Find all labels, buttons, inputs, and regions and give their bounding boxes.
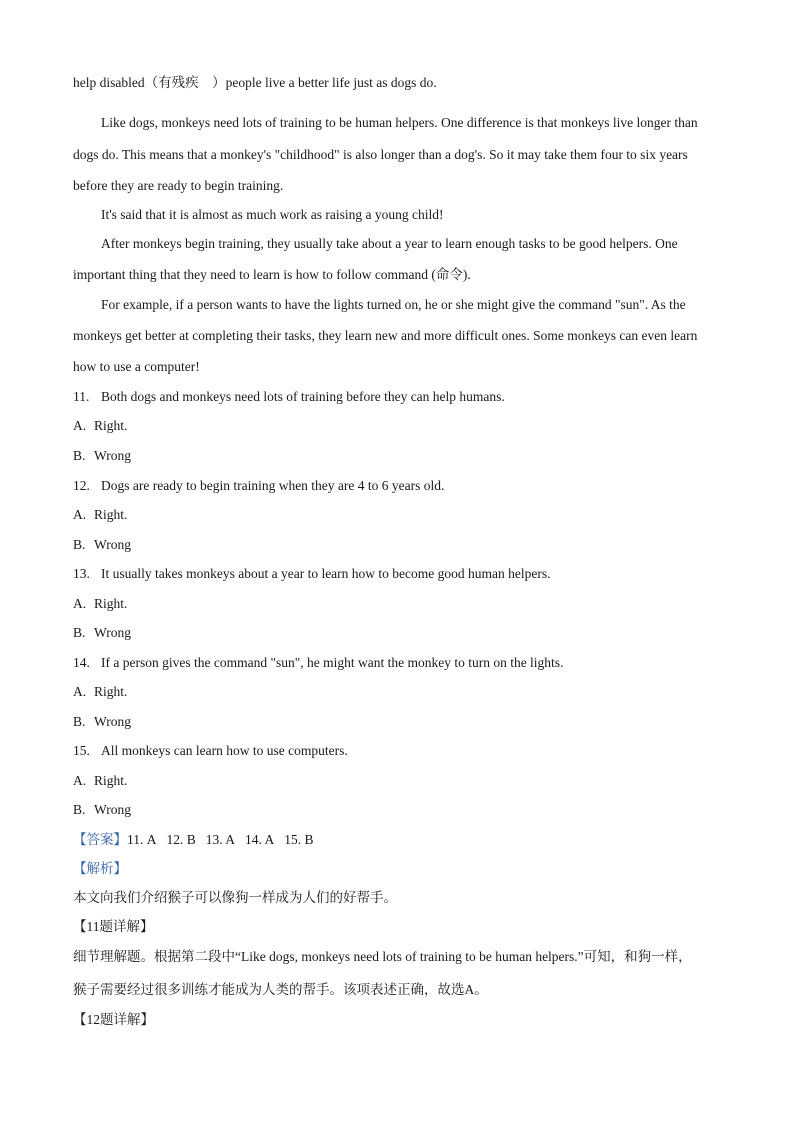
option-label: A. [73, 596, 87, 611]
option-label: B. [73, 625, 86, 640]
option-a [73, 594, 740, 614]
passage-line: monkeys get better at completing their tasks, they learn new and more difficult ones. Some monkeys can even learn [73, 328, 698, 343]
option-label: A. [73, 684, 87, 699]
option-text: Wrong [94, 802, 131, 817]
option-b [73, 535, 740, 555]
option-label: A. [73, 773, 87, 788]
option-text: Wrong [94, 625, 131, 640]
option-label: B. [73, 448, 86, 463]
option-text: Right. [94, 507, 128, 522]
question-11 [73, 387, 740, 407]
passage-line: For example, if a person wants to have the lights turned on, he or she might give the command "sun". As the [101, 297, 686, 312]
passage-line: important thing that they need to learn is how to follow command (命令). [73, 267, 471, 282]
option-b [73, 800, 740, 820]
answer-item: 15. B [284, 832, 314, 847]
analysis-tag: 【解析】 [73, 861, 127, 876]
answer-item: 12. B [166, 832, 196, 847]
option-text: Right. [94, 596, 128, 611]
answer-line [73, 830, 740, 850]
question-text: All monkeys can learn how to use computers. [101, 743, 348, 758]
option-text: Wrong [94, 537, 131, 552]
answer-tag: 【答案】 [73, 832, 127, 847]
passage-line: before they are ready to begin training. [73, 178, 284, 193]
passage-line: dogs do. This means that a monkey's "childhood" is also longer than a dog's. So it may take them four to six years [73, 147, 688, 162]
question-number: 15. [73, 743, 90, 758]
option-label: A. [73, 418, 87, 433]
question-14 [73, 653, 740, 673]
q12-detail-tag: 【12题详解】 [73, 1012, 154, 1027]
option-text: Right. [94, 773, 128, 788]
passage-line: help disabled（有残疾 ）people live a better life just as dogs do. [73, 75, 437, 90]
question-13 [73, 564, 740, 584]
option-b [73, 623, 740, 643]
option-a [73, 416, 740, 436]
option-a [73, 682, 740, 702]
option-text: Wrong [94, 714, 131, 729]
q11-detail-line: 猴子需要经过很多训练才能成为人类的帮手。该项表述正确，故选A。 [73, 982, 488, 997]
answer-item: 11. A [127, 832, 157, 847]
question-text: Both dogs and monkeys need lots of training before they can help humans. [101, 389, 505, 404]
analysis-summary: 本文向我们介绍猴子可以像狗一样成为人们的好帮手。 [73, 890, 397, 905]
question-12 [73, 476, 740, 496]
option-b [73, 446, 740, 466]
answer-item: 14. A [245, 832, 275, 847]
question-text: If a person gives the command "sun", he might want the monkey to turn on the lights. [101, 655, 564, 670]
option-label: A. [73, 507, 87, 522]
passage-line: It's said that it is almost as much work as raising a young child! [101, 207, 444, 222]
question-text: It usually takes monkeys about a year to learn how to become good human helpers. [101, 566, 551, 581]
question-number: 14. [73, 655, 90, 670]
question-15 [73, 741, 740, 761]
question-number: 13. [73, 566, 90, 581]
option-text: Right. [94, 418, 128, 433]
option-b [73, 712, 740, 732]
option-a [73, 505, 740, 525]
question-number: 12. [73, 478, 90, 493]
question-number: 11. [73, 389, 90, 404]
passage-line: how to use a computer! [73, 359, 200, 374]
option-a [73, 771, 740, 791]
option-label: B. [73, 714, 86, 729]
q11-detail-tag: 【11题详解】 [73, 919, 154, 934]
q11-detail-line: 细节理解题。根据第二段中“Like dogs, monkeys need lots of training to be human helpers.”可知，和狗一样， [73, 949, 692, 964]
passage-line: After monkeys begin training, they usually take about a year to learn enough tasks to be good helpers. One [101, 236, 678, 251]
answer-item: 13. A [205, 832, 236, 847]
option-text: Wrong [94, 448, 131, 463]
option-label: B. [73, 802, 86, 817]
option-label: B. [73, 537, 86, 552]
question-text: Dogs are ready to begin training when they are 4 to 6 years old. [101, 478, 445, 493]
passage-line: Like dogs, monkeys need lots of training to be human helpers. One difference is that monkeys live longer than [101, 115, 698, 130]
option-text: Right. [94, 684, 128, 699]
